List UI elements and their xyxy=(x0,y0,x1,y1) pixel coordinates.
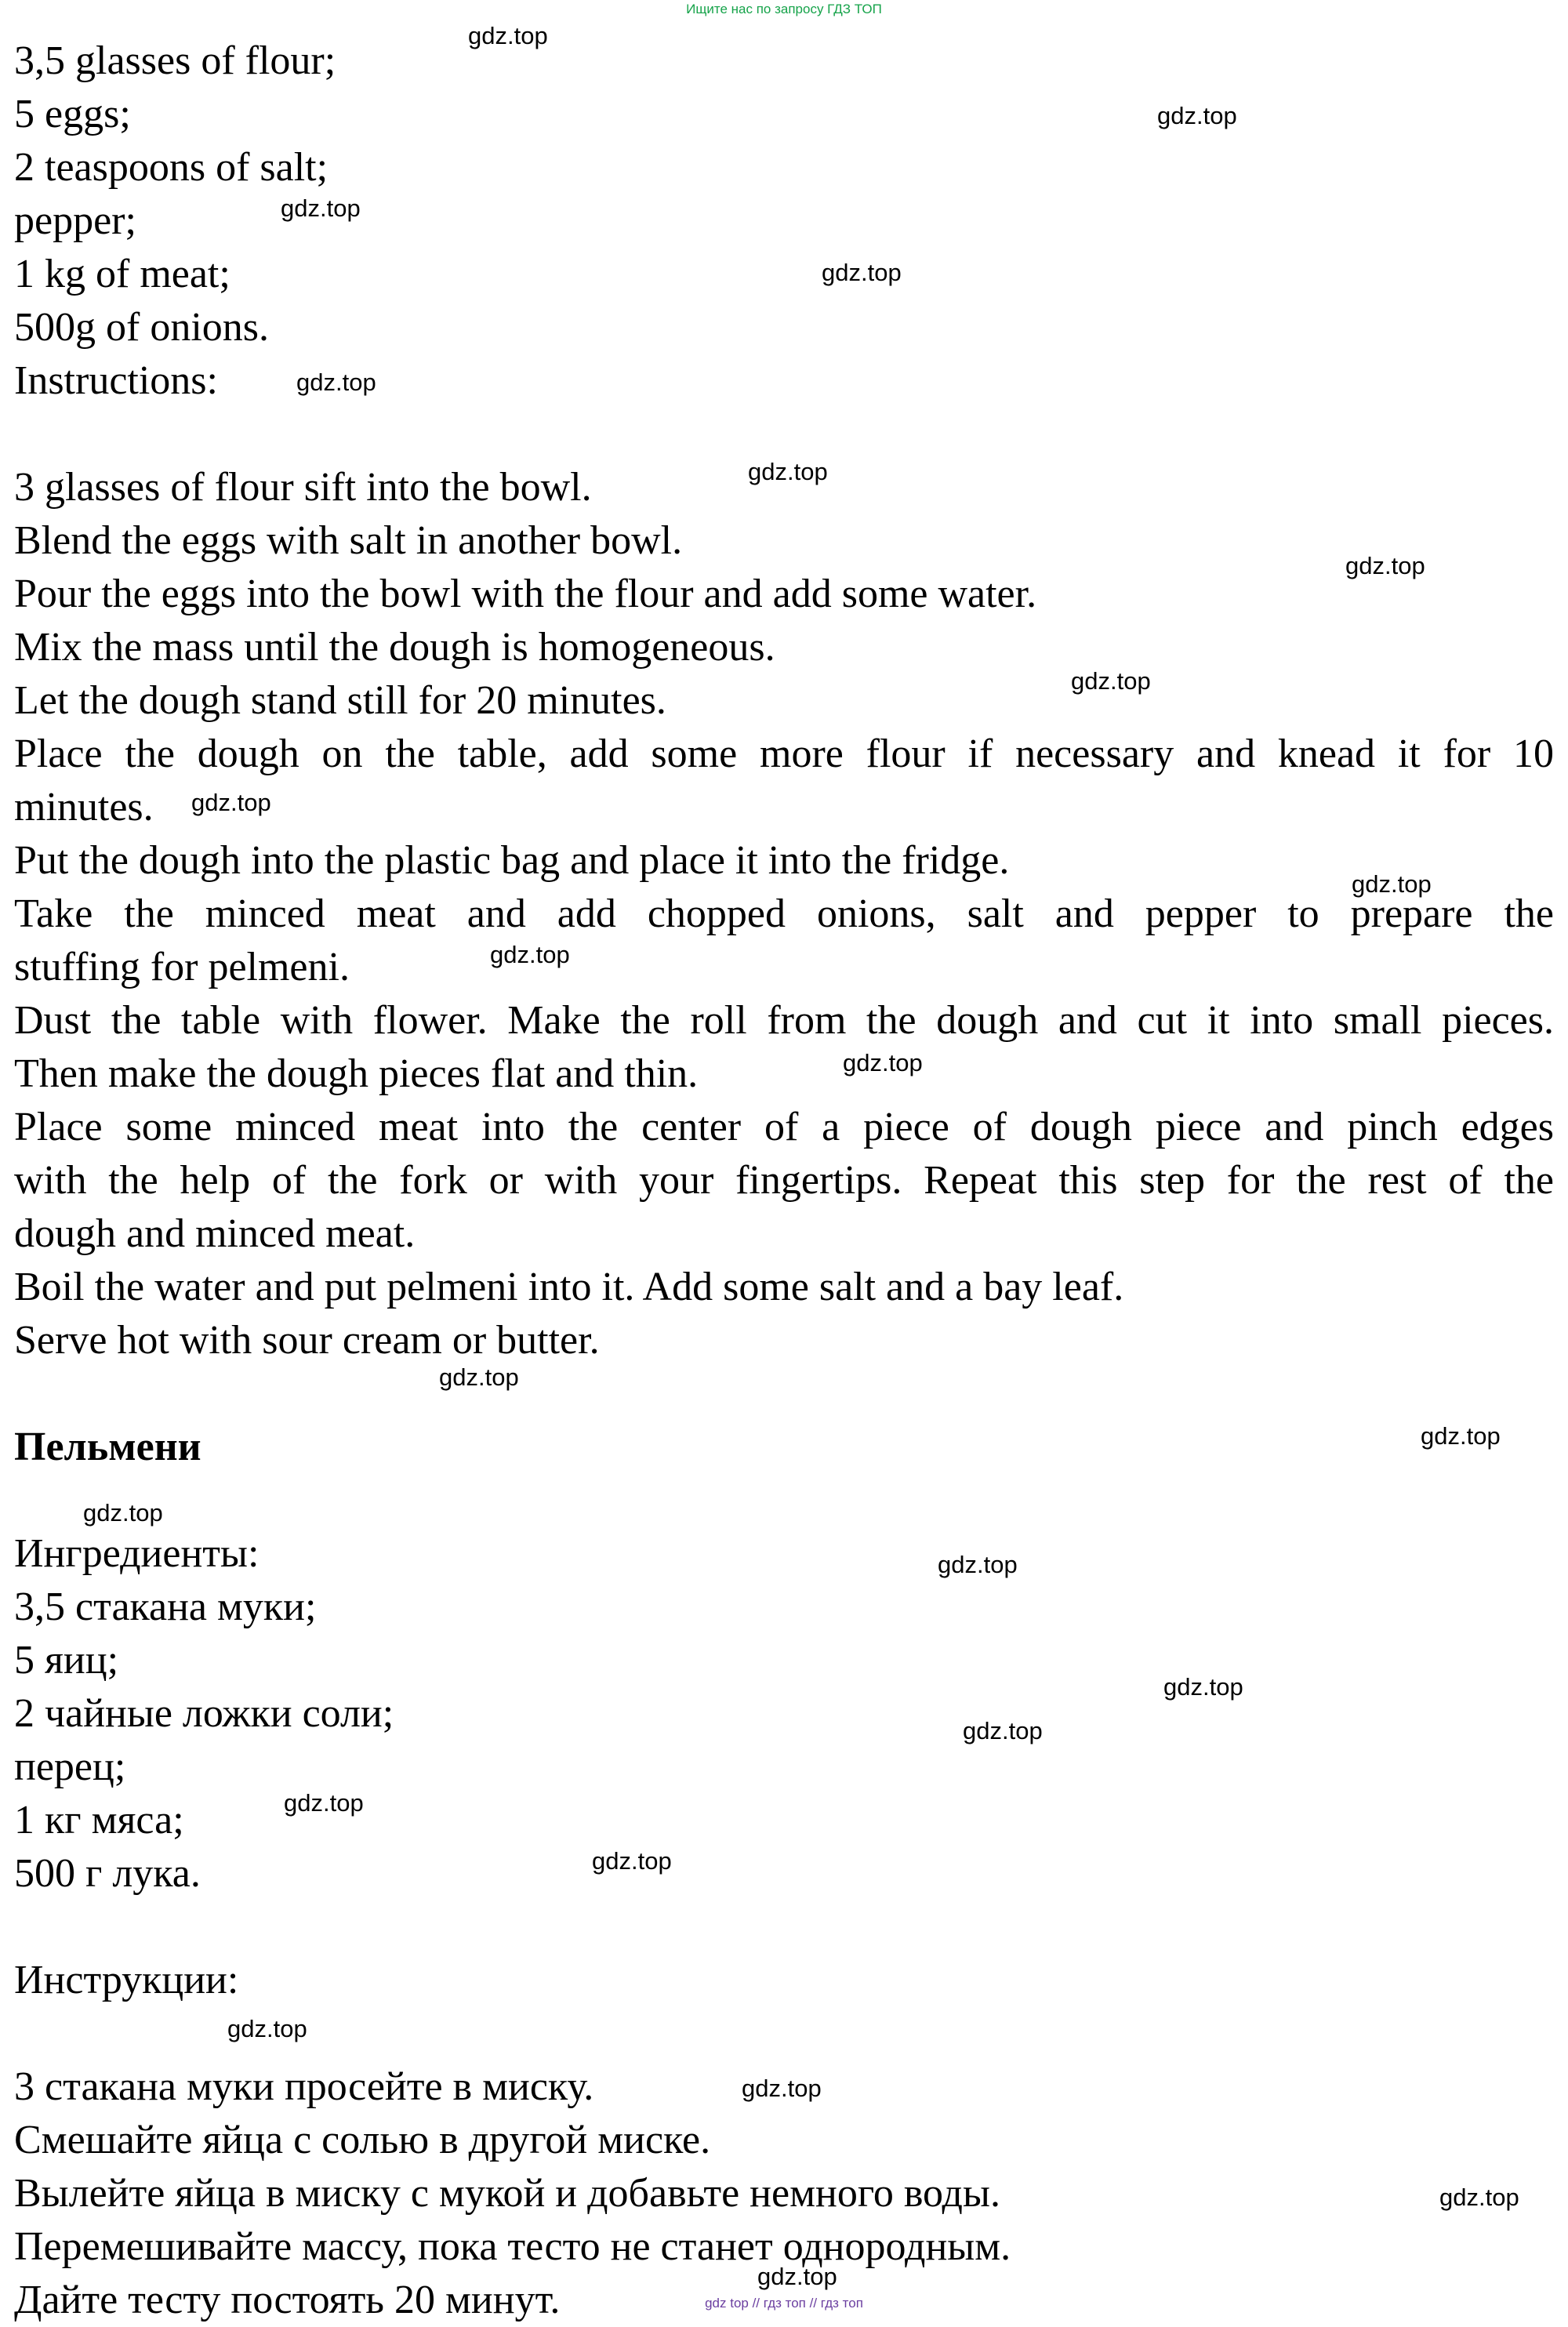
instruction-step: Вылейте яйца в миску с мукой и добавьте немного воды. xyxy=(14,2171,1000,2216)
instruction-step: 3 glasses of flour sift into the bowl. xyxy=(14,465,592,510)
watermark: gdz.top xyxy=(963,1717,1043,1744)
instruction-step: Dust the table with flower. Make the roll from the dough and cut it into small pieces. xyxy=(14,998,1554,1043)
ingredient-line: 5 яиц; xyxy=(14,1638,119,1683)
instruction-step: Take the minced meat and add chopped onions, salt and pepper to prepare the xyxy=(14,891,1554,936)
top-banner: Ищите нас по запросу ГДЗ ТОП xyxy=(686,2,882,16)
watermark: gdz.top xyxy=(822,259,902,286)
ingredient-line: 500 г лука. xyxy=(14,1851,201,1896)
ingredient-line: 1 кг мяса; xyxy=(14,1798,184,1842)
instruction-step: Place the dough on the table, add some more flour if necessary and knead it for 10 xyxy=(14,731,1554,776)
ingredient-line: pepper; xyxy=(14,198,136,243)
instruction-step: 3 стакана муки просейте в миску. xyxy=(14,2064,594,2109)
ingredient-line: 3,5 стакана муки; xyxy=(14,1585,317,1629)
instruction-step: Blend the eggs with salt in another bowl. xyxy=(14,518,683,563)
watermark: gdz.top xyxy=(1352,870,1432,898)
watermark: gdz.top xyxy=(843,1049,923,1076)
watermark: gdz.top xyxy=(468,22,548,49)
ingredient-line: 2 чайные ложки соли; xyxy=(14,1691,394,1736)
watermark: gdz.top xyxy=(748,458,828,485)
watermark: gdz.top xyxy=(742,2075,822,2102)
watermark: gdz.top xyxy=(592,1847,672,1875)
watermark: gdz.top xyxy=(284,1789,364,1817)
instruction-step: with the help of the fork or with your fingertips. Repeat this step for the rest of the xyxy=(14,1158,1554,1203)
watermark: gdz.top xyxy=(490,941,570,968)
bottom-banner: gdz top // гдз топ // гдз топ xyxy=(705,2296,863,2311)
watermark: gdz.top xyxy=(439,1363,519,1391)
instructions-label: Инструкции: xyxy=(14,1958,239,2002)
instruction-step: Place some minced meat into the center of a piece of dough piece and pinch edges xyxy=(14,1105,1554,1149)
instruction-step: Дайте тесту постоять 20 минут. xyxy=(14,2278,561,2322)
section-title: Пельмени xyxy=(14,1425,201,1469)
watermark: gdz.top xyxy=(1071,667,1151,695)
ingredient-line: 5 eggs; xyxy=(14,92,131,136)
instruction-step: Pour the eggs into the bowl with the flour and add some water. xyxy=(14,572,1037,616)
watermark: gdz.top xyxy=(1439,2184,1519,2211)
ingredient-line: 1 kg of meat; xyxy=(14,252,230,296)
ingredient-line: 3,5 glasses of flour; xyxy=(14,38,336,83)
watermark: gdz.top xyxy=(227,2015,307,2042)
watermark: gdz.top xyxy=(191,789,271,816)
instruction-step: Смешайте яйца с солью в другой миске. xyxy=(14,2118,711,2162)
instruction-step: stuffing for pelmeni. xyxy=(14,945,350,989)
instruction-step: dough and minced meat. xyxy=(14,1211,416,1256)
ingredient-line: 500g of onions. xyxy=(14,305,269,350)
instruction-step: Serve hot with sour cream or butter. xyxy=(14,1318,600,1363)
watermark: gdz.top xyxy=(938,1551,1018,1578)
watermark: gdz.top xyxy=(1421,1422,1501,1450)
watermark: gdz.top xyxy=(757,2263,837,2290)
instruction-step: Put the dough into the plastic bag and place it into the fridge. xyxy=(14,838,1010,883)
watermark: gdz.top xyxy=(1157,102,1237,129)
instruction-step: Then make the dough pieces flat and thin. xyxy=(14,1051,699,1096)
watermark: gdz.top xyxy=(1163,1673,1243,1701)
ingredient-line: 2 teaspoons of salt; xyxy=(14,145,328,190)
watermark: gdz.top xyxy=(281,194,361,222)
ingredients-label: Ингредиенты: xyxy=(14,1531,260,1576)
instructions-label: Instructions: xyxy=(14,358,218,403)
instruction-step: Boil the water and put pelmeni into it. Add some salt and a bay leaf. xyxy=(14,1265,1124,1309)
ingredient-line: перец; xyxy=(14,1744,126,1789)
instruction-step: Mix the mass until the dough is homogeneous. xyxy=(14,625,775,670)
watermark: gdz.top xyxy=(83,1499,163,1527)
instruction-step: Перемешивайте массу, пока тесто не станет однородным. xyxy=(14,2224,1011,2269)
watermark: gdz.top xyxy=(1345,552,1425,579)
instruction-step: minutes. xyxy=(14,785,154,830)
watermark: gdz.top xyxy=(296,368,376,396)
instruction-step: Let the dough stand still for 20 minutes. xyxy=(14,678,666,723)
